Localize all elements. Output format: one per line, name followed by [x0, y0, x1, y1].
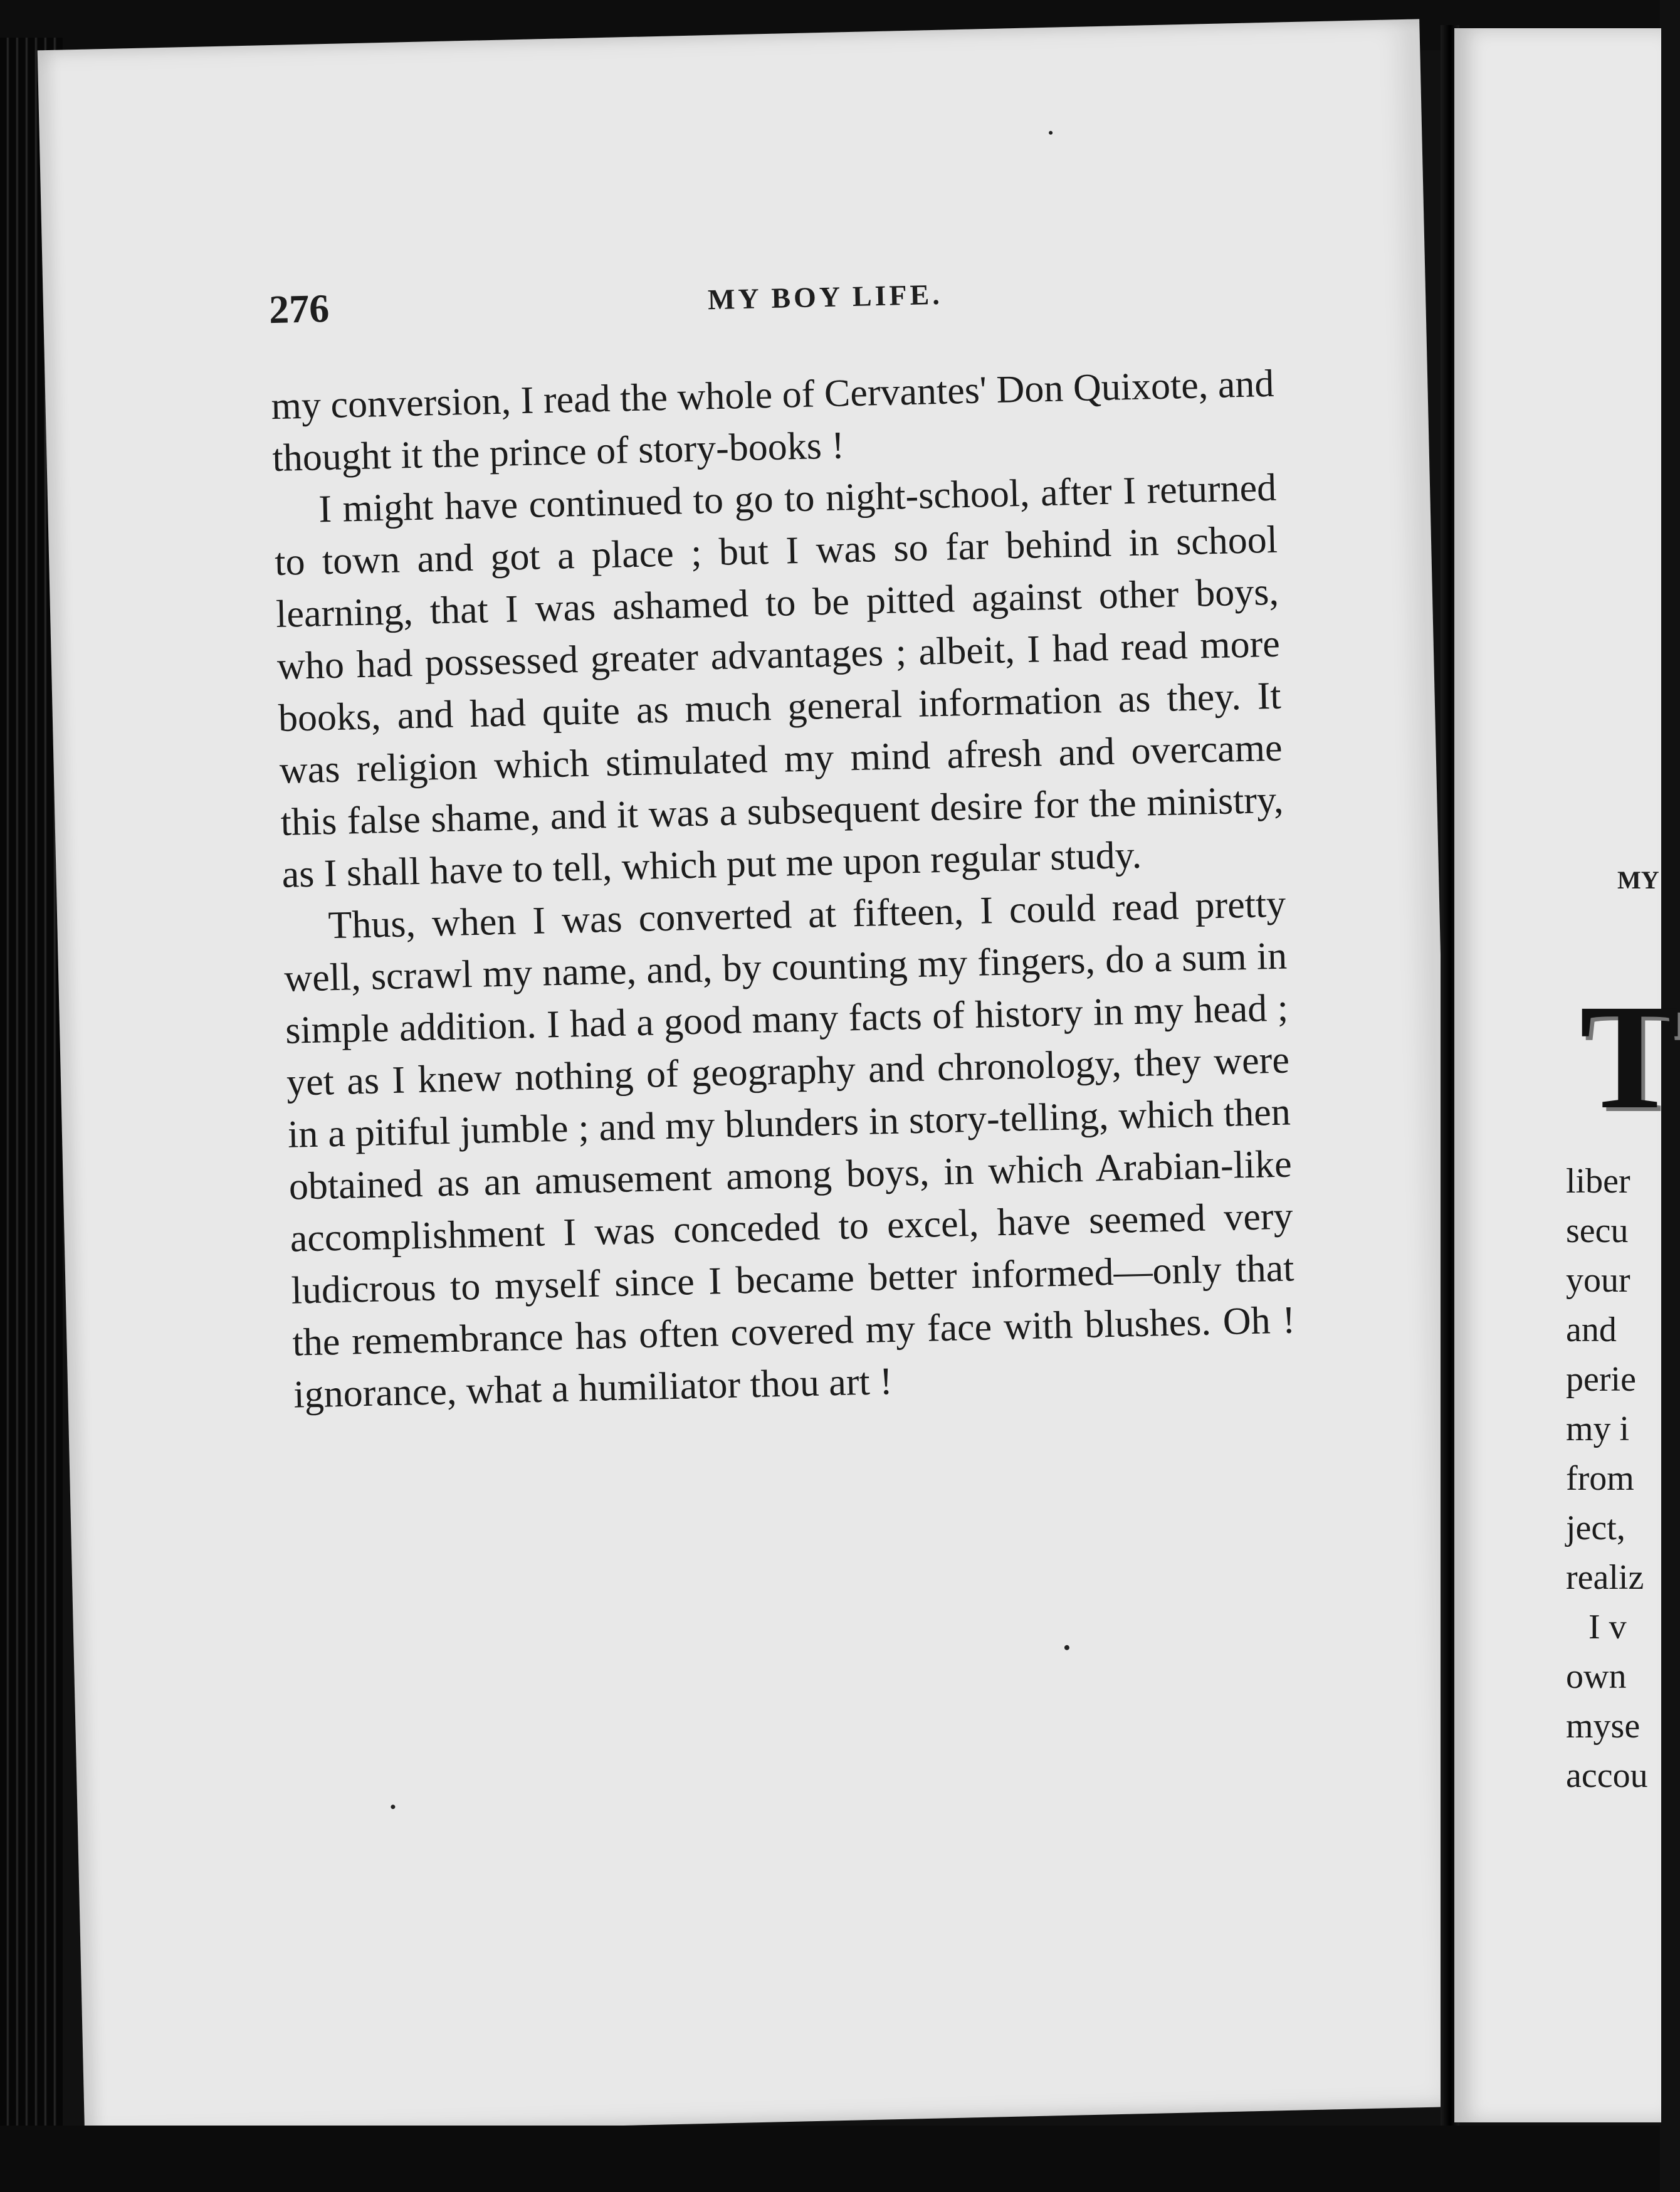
- text-line-fragment: ject,: [1566, 1509, 1625, 1547]
- print-speck: [1049, 131, 1053, 135]
- print-speck: [391, 1805, 395, 1809]
- running-head: [268, 265, 1247, 337]
- text-line-fragment: perie: [1566, 1360, 1636, 1399]
- text-line-fragment: accou: [1566, 1756, 1648, 1795]
- page-number: 276: [268, 285, 330, 332]
- text-line-fragment: from: [1566, 1459, 1634, 1498]
- text-line-fragment: secu: [1566, 1211, 1629, 1250]
- text-line-fragment: and: [1566, 1310, 1617, 1349]
- text-line-fragment: I v: [1588, 1608, 1627, 1647]
- text-line-fragment: my i: [1566, 1410, 1630, 1448]
- text-line-fragment: liber: [1566, 1162, 1630, 1201]
- paragraph: Thus, when I was converted at fifteen, I could read pretty well, scrawl my name, and, by counting my fingers, do a sum in simple addition. I had a good many facts of history in my head ; yet as I knew nothing of geography and chronology, they were in a pitiful jumble ; and my blunders in story-telling, which then obtained as an amusement among boys, in which Arabian-like accomplishment I was conceded to excel, have seemed very ludicrous to myself since I became better informed—only that the remembrance has often covered my face with blushes. Oh ! ignorance, what a humiliator thou art !: [283, 882, 1296, 1416]
- body-text: [271, 358, 1297, 1421]
- drop-cap: T: [1580, 973, 1680, 1140]
- running-title: MY BOY LIFE.: [707, 278, 943, 316]
- film-bottom-border: [0, 2126, 1660, 2192]
- paragraph: I might have continued to go to night-school, after I returned to town and got a place ; but I was so far behind in school learning, that I was ashamed to be pitted against other boys, who had possessed greater advantages ; albeit, I had read more books, and had quite as much general information as they. It was religion which stimulated my mind afresh and overcame this false shame, and it was a subsequent desire for the ministry, as I shall have to tell, which put me upon regular study.: [274, 466, 1284, 896]
- print-speck: [1064, 1645, 1069, 1650]
- text-line-fragment: realiz: [1566, 1558, 1644, 1597]
- right-page-text: [1566, 1157, 1661, 1801]
- left-page: [38, 19, 1467, 2137]
- text-line-fragment: myse: [1566, 1707, 1641, 1746]
- right-page-header-fragment: MY: [1617, 866, 1659, 894]
- text-line-fragment: your: [1566, 1261, 1630, 1300]
- paragraph: my conversion, I read the whole of Cervantes' Don Quixote, and thought it the prince of story-books !: [270, 362, 1275, 480]
- text-line-fragment: own: [1566, 1657, 1627, 1696]
